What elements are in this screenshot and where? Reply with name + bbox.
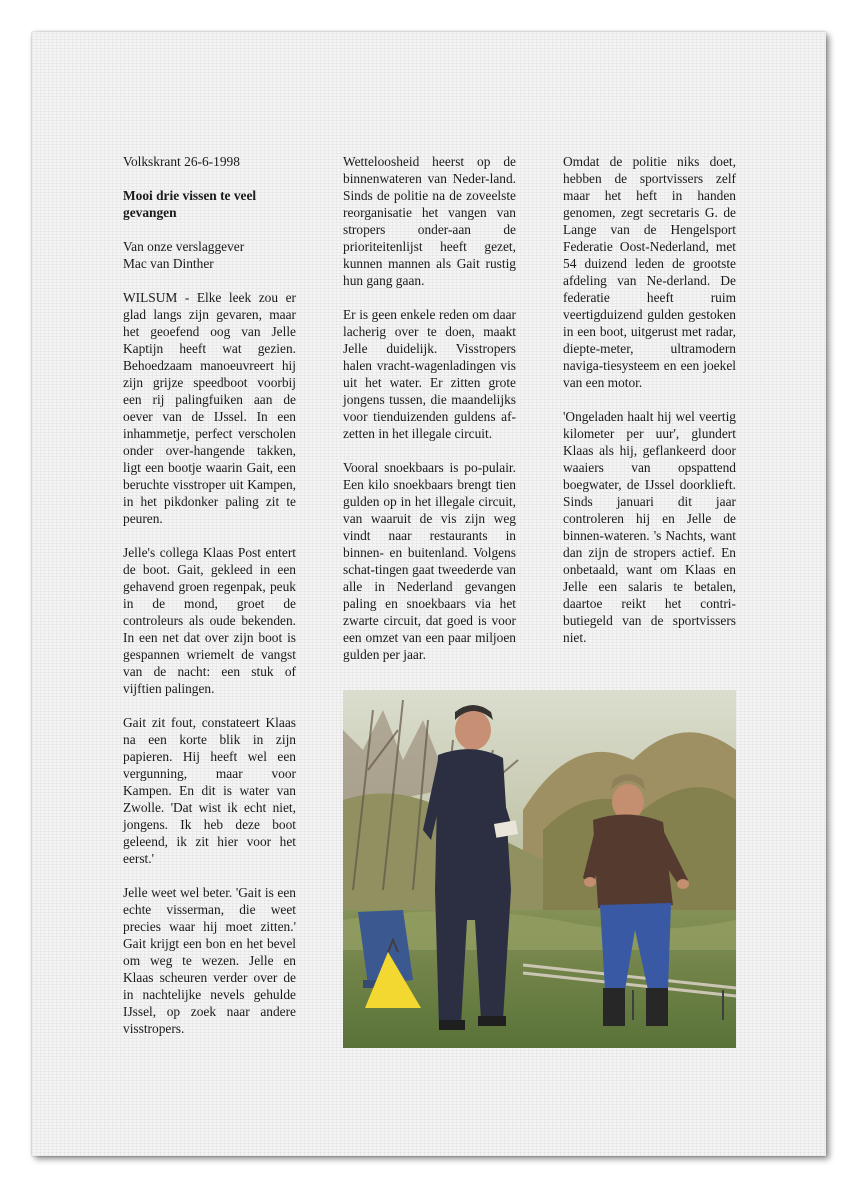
headline: Mooi drie vissen te veel gevangen: [123, 188, 257, 220]
paragraph: Omdat de politie niks doet, hebben de sportvissers zelf maar het heft in handen genomen, zegt secretaris G. de Lange van de Hengelsport Federatie Oost-Nederland, met 54 duizend leden de grootste afdeling van Ne-derland. De federatie heeft ruim veertigduizend gulden gestoken in een boot, uitgerust met radar, diepte-meter, ultramodern naviga-tiesysteem en een joekel van een motor.: [563, 154, 736, 390]
column-1: [123, 153, 296, 1054]
column-3: [563, 153, 736, 663]
paragraph: Jelle weet wel beter. 'Gait is een echte visserman, die weet precies waar hij moet zitten.' Gait krijgt een bon en het bevel om weg te wezen. Jelle en Klaas scheuren verder over de in nachtelijke nevels gehulde IJssel, op zoek naar andere visstropers.: [123, 885, 296, 1036]
photo-two-men-fishing-icon: [343, 690, 736, 1048]
byline-author: Mac van Dinther: [123, 256, 214, 271]
paragraph: WILSUM - Elke leek zou er glad langs zijn gevaren, maar het geoefend oog van Jelle Kaptijn heeft wat gezien. Behoedzaam manoeuvreert hij zijn grijze speedboot voorbij een rij palingfuiken aan de oever van de IJssel. In een inhammetje, perfect verscholen onder over-hangende takken, ligt een bootje waarin Gait, een beruchte visstroper uit Kampen, in het pikdonker paling zit te peuren.: [123, 290, 296, 526]
paragraph: 'Ongeladen haalt hij wel veertig kilometer per uur', glundert Klaas als hij, geflankeerd door waaiers van opspattend boegwater, de IJssel doorklieft. Sinds januari dit jaar controleren hij en Jelle de binnen-wateren. 's Nachts, want dan zijn de stropers actief. En onbetaald, want om Klaas en Jelle een salaris te betalen, daartoe reikt het contri-butiegeld van de sportvissers niet.: [563, 409, 736, 645]
paragraph: Vooral snoekbaars is po-pulair. Een kilo snoekbaars brengt tien gulden op in het illegale circuit, van waaruit de vis zijn weg vindt naar restaurants in binnen- en buitenland. Volgens schat-tingen gaat tweederde van alle in Nederland gevangen paling en snoekbaars via het zwarte circuit, dat goed is voor een omzet van een paar miljoen gulden per jaar.: [343, 460, 516, 662]
paragraph: Jelle's collega Klaas Post entert de boot. Gait, gekleed in een gehavend groen regenpak, peuk in de mond, groet de controleurs als oude bekenden. In een net dat over zijn boot is gespannen wriemelt de vangst van de nacht: een stuk of vijftien palingen.: [123, 545, 296, 696]
newspaper-page: [32, 32, 826, 1156]
column-2: [343, 153, 516, 680]
dateline: Volkskrant 26-6-1998: [123, 154, 240, 169]
paragraph: Gait zit fout, constateert Klaas na een korte blik in zijn papieren. Hij heeft wel een vergunning, maar voor Kampen. En dit is water van Zwolle. 'Dat wist ik echt niet, jongens. Ik heb deze boot geleend, ik zit hier voor het eerst.': [123, 715, 296, 866]
paragraph: Wetteloosheid heerst op de binnenwateren van Neder-land. Sinds de politie na de zoveelste reorganisatie het vangen van stropers onder-aan de prioriteitenlijst heeft gezet, kunnen mannen als Gait rustig hun gang gaan.: [343, 154, 516, 288]
byline: [123, 238, 296, 272]
paragraph: Er is geen enkele reden om daar lacherig over te doen, maakt Jelle duidelijk. Visstropers halen vracht-wagenladingen vis uit het water. Er zitten grote jongens tussen, die maandelijks voor tienduizenden guldens af-zetten in het illegale circuit.: [343, 307, 516, 441]
byline-reporter-label: Van onze verslaggever: [123, 239, 245, 254]
